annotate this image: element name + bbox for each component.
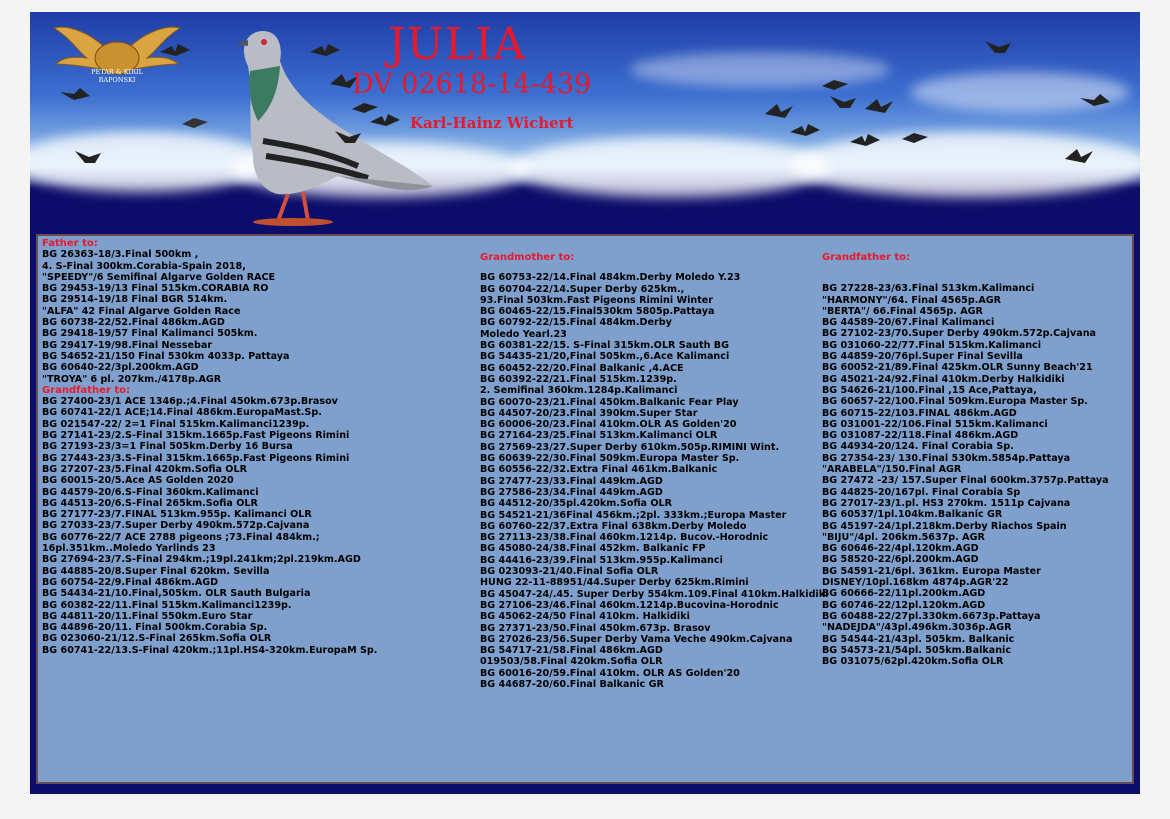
- grandmother-results-list: [480, 272, 828, 690]
- flying-bird-icon: [865, 97, 895, 117]
- breeder-name: Karl-Hainz Wichert: [410, 114, 574, 132]
- result-line: "SPEEDY"/6 Semifinal Algarve Golden RACE: [42, 271, 276, 283]
- column-middle: [480, 252, 828, 690]
- flying-bird-icon: [310, 42, 340, 62]
- result-line: 93.Final 503km.Fast Pigeons Rimini Winter: [480, 294, 714, 306]
- result-line: "ARABELA"/150.Final AGR: [822, 464, 962, 476]
- grandfather-results-list: [42, 396, 377, 656]
- result-line: BG 27193-23/3=1 Final 505km.Derby 16 Bursa: [42, 441, 293, 453]
- result-line: BG 27371-23/50.Final 450km.673p. Brasov: [480, 622, 711, 634]
- result-line: BG 60052-21/89.Final 425km.OLR Sunny Beach'21: [822, 362, 1093, 374]
- flying-bird-icon: [900, 127, 930, 147]
- result-line: BG 45047-24/.45. Super Derby 554km.109.Final 410km.Halkidiki: [480, 588, 829, 600]
- result-line: BG 44687-20/60.Final Balkanic GR: [480, 678, 664, 690]
- result-line: BG 27207-23/5.Final 420km.Sofia OLR: [42, 463, 247, 475]
- result-line: "HARMONY"/64. Final 4565p.AGR: [822, 294, 1002, 306]
- result-line: BG 60488-22/27pl.330km.6673p.Pattaya: [822, 610, 1041, 622]
- result-line: BG 44825-20/167pl. Final Corabia Sp: [822, 486, 1021, 498]
- result-line: BG 60741-22/13.S-Final 420km.;11pl.HS4-320km.EuropaM Sp.: [42, 644, 378, 656]
- column-right: [822, 252, 1109, 667]
- result-line: BG 27354-23/ 130.Final 530km.5854p.Pattaya: [822, 452, 1071, 464]
- father-results-list: [42, 249, 377, 385]
- banner: [30, 12, 1140, 232]
- spacer: [480, 263, 828, 272]
- result-line: BG 45062-24/50 Final 410km. Halkidiki: [480, 611, 690, 623]
- flying-bird-icon: [75, 147, 105, 167]
- result-line: BG 29453-19/13 Final 515km.CORABIA RO: [42, 283, 269, 295]
- result-line: BG 54717-21/58.Final 486km.AGD: [480, 645, 663, 657]
- result-line: BG 44934-20/124. Final Corabia Sp.: [822, 441, 1014, 453]
- cloud: [630, 52, 890, 87]
- result-line: BG 44589-20/67.Final Kalimanci: [822, 317, 995, 329]
- result-line: BG 60382-22/11.Final 515km.Kalimanci1239p.: [42, 599, 292, 611]
- result-line: BG 60537/1pl.104km.Balkanic GR: [822, 509, 1003, 521]
- result-line: BG 60792-22/15.Final 484km.Derby: [480, 317, 672, 329]
- spacer: [822, 263, 1109, 283]
- result-line: BG 27026-23/56.Super Derby Vama Veche 490km.Cajvana: [480, 633, 793, 645]
- result-line: BG 60015-20/5.Ace AS Golden 2020: [42, 475, 234, 487]
- result-line: BG 27164-23/25.Final 513km.Kalimanci OLR: [480, 430, 718, 442]
- result-line: BG 60640-22/3pl.200km.AGD: [42, 362, 199, 374]
- result-line: BG 60754-22/9.Final 486km.AGD: [42, 576, 219, 588]
- result-line: BG 54573-21/54pl. 505km.Balkanic: [822, 644, 1012, 656]
- result-line: "TROYA" 6 pl. 207km./4178p.AGR: [42, 373, 222, 385]
- result-line: BG 023060-21/12.S-Final 265km.Sofia OLR: [42, 633, 272, 645]
- result-line: BG 27443-23/3.S-Final 315km.1665p.Fast Pigeons Rimini: [42, 452, 350, 464]
- result-line: BG 27228-23/63.Final 513km.Kalimanci: [822, 283, 1035, 295]
- result-line: DISNEY/10pl.168km 4874p.AGR'22: [822, 577, 1009, 589]
- result-line: BG 54434-21/10.Final,505km. OLR Sauth Bulgaria: [42, 588, 311, 600]
- result-line: BG 60776-22/7 ACE 2788 pigeons ;73.Final 484km.;: [42, 531, 320, 543]
- flying-bird-icon: [850, 132, 880, 152]
- flying-bird-icon: [820, 74, 850, 94]
- result-line: BG 58520-22/6pl.200km.AGD: [822, 554, 979, 566]
- column-left: [42, 238, 377, 656]
- flying-bird-icon: [790, 122, 820, 142]
- grandfather-results-list: [822, 283, 1109, 667]
- result-line: BG 45021-24/92.Final 410km.Derby Halkidiki: [822, 373, 1065, 385]
- result-line: BG 27106-23/46.Final 460km.1214p.Bucovina-Horodnic: [480, 599, 779, 611]
- result-line: BG 27113-23/38.Final 460km.1214p. Bucov.-Horodnic: [480, 532, 769, 544]
- result-line: BG 60753-22/14.Final 484km.Derby Moledo Y.23: [480, 272, 741, 284]
- result-line: 2. Semifinal 360km.1284p.Kalimanci: [480, 385, 678, 397]
- flying-bird-icon: [1080, 90, 1110, 110]
- result-line: BG 031060-22/77.Final 515km.Kalimanci: [822, 339, 1041, 351]
- pigeon-name: JULIA: [388, 19, 527, 70]
- result-line: BG 60746-22/12pl.120km.AGD: [822, 599, 986, 611]
- flying-bird-icon: [335, 127, 365, 147]
- result-line: BG 44885-20/8.Super Final 620km. Sevilla: [42, 565, 270, 577]
- result-line: BG 29514-19/18 Final BGR 514km.: [42, 294, 228, 306]
- result-line: BG 27102-23/70.Super Derby 490km.572p.Cajvana: [822, 328, 1097, 340]
- logo-line-1: PETAR & KIRIL: [91, 68, 143, 76]
- result-line: BG 60760-22/37.Extra Final 638km.Derby Moledo: [480, 520, 747, 532]
- result-line: "BIJU"/4pl. 206km.5637p. AGR: [822, 531, 985, 543]
- result-line: BG 27033-23/7.Super Derby 490km.572p.Cajvana: [42, 520, 310, 532]
- result-line: "BERTA"/ 66.Final 4565p. AGR: [822, 305, 983, 317]
- section-heading: Grandfather to:: [42, 384, 131, 396]
- result-line: BG 27569-23/27.Super Derby 610km.505p.RIMINI Wint.: [480, 441, 780, 453]
- result-line: BG 27141-23/2.S-Final 315km.1665p.Fast Pigeons Rimini: [42, 430, 350, 442]
- result-line: BG 60738-22/52.Final 486km.AGD: [42, 317, 225, 329]
- result-line: 019503/58.Final 420km.Sofia OLR: [480, 656, 663, 668]
- result-line: BG 45080-24/38.Final 452km. Balkanic FP: [480, 543, 706, 555]
- result-line: Moledo Yearl.23: [480, 328, 567, 340]
- section-heading: Grandmother to:: [480, 252, 575, 263]
- result-line: BG 60556-22/32.Extra Final 461km.Balkanic: [480, 464, 718, 476]
- result-line: BG 031087-22/118.Final 486km.AGD: [822, 430, 1019, 442]
- result-line: 4. S-Final 300km.Corabia-Spain 2018,: [42, 260, 246, 272]
- flying-bird-icon: [765, 102, 795, 122]
- result-line: BG 60715-22/103.FINAL 486km.AGD: [822, 407, 1017, 419]
- flying-bird-icon: [830, 92, 860, 112]
- result-line: BG 60006-20/23.Final 410km.OLR AS Golden'20: [480, 419, 737, 431]
- result-line: BG 29417-19/98.Final Nessebar: [42, 339, 213, 351]
- section-heading: Father to:: [42, 238, 98, 249]
- result-line: BG 60657-22/100.Final 509km.Europa Master Sp.: [822, 396, 1088, 408]
- flying-bird-icon: [1065, 147, 1095, 167]
- pedigree-frame: [30, 12, 1140, 794]
- result-line: BG 60070-23/21.Final 450km.Balkanic Fear Play: [480, 396, 739, 408]
- flying-bird-icon: [370, 112, 400, 132]
- result-line: BG 44896-20/11. Final 500km.Corabia Sp.: [42, 622, 268, 634]
- result-line: BG 60392-22/21.Final 515km.1239p.: [480, 373, 677, 385]
- result-line: BG 60741-22/1 ACE;14.Final 486km.EuropaMast.Sp.: [42, 407, 322, 419]
- flying-bird-icon: [985, 37, 1015, 57]
- result-line: BG 54544-21/43pl. 505km. Balkanic: [822, 633, 1015, 645]
- result-line: BG 27400-23/1 ACE 1346p.;4.Final 450km.673p.Brasov: [42, 396, 338, 408]
- ring-number: DV 02618-14-439: [352, 69, 592, 100]
- result-line: BG 54591-21/6pl. 361km. Europa Master: [822, 565, 1041, 577]
- logo-line-2: RAPONSKI: [98, 76, 136, 84]
- result-line: "ALFA" 42 Final Algarve Golden Race: [42, 305, 241, 317]
- result-line: BG 27177-23/7.FINAL 513km.955p. Kalimanci OLR: [42, 509, 312, 521]
- result-line: BG 44579-20/6.S-Final 360km.Kalimanci: [42, 486, 259, 498]
- result-line: BG 60646-22/4pl.120km.AGD: [822, 543, 979, 555]
- result-line: BG 44811-20/11.Final 550km.Euro Star: [42, 610, 253, 622]
- result-line: "NADEJDA"/43pl.496km.3036p.AGR: [822, 622, 1012, 634]
- result-line: BG 021547-22/ 2=1 Final 515km.Kalimanci1239p.: [42, 418, 310, 430]
- result-line: BG 60381-22/15. S-Final 315km.OLR Sauth BG: [480, 340, 729, 352]
- result-line: BG 60666-22/11pl.200km.AGD: [822, 588, 986, 600]
- result-line: BG 26363-18/3.Final 500km ,: [42, 249, 199, 261]
- result-line: BG 60704-22/14.Super Derby 625km.,: [480, 283, 685, 295]
- result-line: BG 27694-23/7.S-Final 294km.;19pl.241km;2pl.219km.AGD: [42, 554, 361, 566]
- result-line: BG 27586-23/34.Final 449km.AGD: [480, 486, 663, 498]
- result-line: BG 27472 -23/ 157.Super Final 600km.3757p.Pattaya: [822, 475, 1109, 487]
- result-line: BG 023093-21/40.Final Sofia OLR: [480, 566, 659, 578]
- result-line: BG 44512-20/35pl.420km.Sofia OLR: [480, 498, 673, 510]
- result-line: BG 031075/62pl.420km.Sofia OLR: [822, 656, 1004, 668]
- result-line: BG 54652-21/150 Final 530km 4033p. Pattaya: [42, 350, 290, 362]
- result-line: BG 44507-20/23.Final 390km.Super Star: [480, 407, 698, 419]
- result-line: BG 29418-19/57 Final Kalimanci 505km.: [42, 328, 258, 340]
- result-line: BG 27477-23/33.Final 449km.AGD: [480, 475, 663, 487]
- result-line: HUNG 22-11-88951/44.Super Derby 625km.Rimini: [480, 577, 749, 589]
- section-heading: Grandfather to:: [822, 252, 911, 263]
- result-line: BG 27017-23/1.pl. HS3 270km. 1511p Cajvana: [822, 497, 1071, 509]
- result-line: BG 60465-22/15.Final530km 5805p.Pattaya: [480, 306, 715, 318]
- result-line: BG 44513-20/6.S-Final 265km.Sofia OLR: [42, 497, 258, 509]
- result-line: BG 45197-24/1pl.218km.Derby Riachos Spain: [822, 520, 1067, 532]
- cloud: [510, 137, 830, 197]
- result-line: BG 60452-22/20.Final Balkanic ,4.ACE: [480, 362, 684, 374]
- results-panel: [36, 234, 1134, 784]
- result-line: BG 44416-23/39.Final 513km.955p.Kalimanci: [480, 554, 723, 566]
- flying-bird-icon: [60, 84, 90, 104]
- result-line: 16pl.351km..Moledo Yarlinds 23: [42, 543, 216, 555]
- result-line: BG 54435-21/20,Final 505km.,6.Ace Kalimanci: [480, 351, 730, 363]
- flying-bird-icon: [160, 42, 190, 62]
- result-line: BG 60016-20/59.Final 410km. OLR AS Golden'20: [480, 667, 740, 679]
- result-line: BG 031001-22/106.Final 515km.Kalimanci: [822, 418, 1048, 430]
- result-line: BG 54521-21/36Final 456km.;2pl. 333km.;Europa Master: [480, 509, 787, 521]
- result-line: BG 44859-20/76pl.Super Final Sevilla: [822, 351, 1023, 363]
- flying-bird-icon: [180, 112, 210, 132]
- result-line: BG 60639-22/30.Final 509km.Europa Master Sp.: [480, 453, 740, 465]
- result-line: BG 54626-21/100.Final ,15 Ace,Pattaya,: [822, 384, 1037, 396]
